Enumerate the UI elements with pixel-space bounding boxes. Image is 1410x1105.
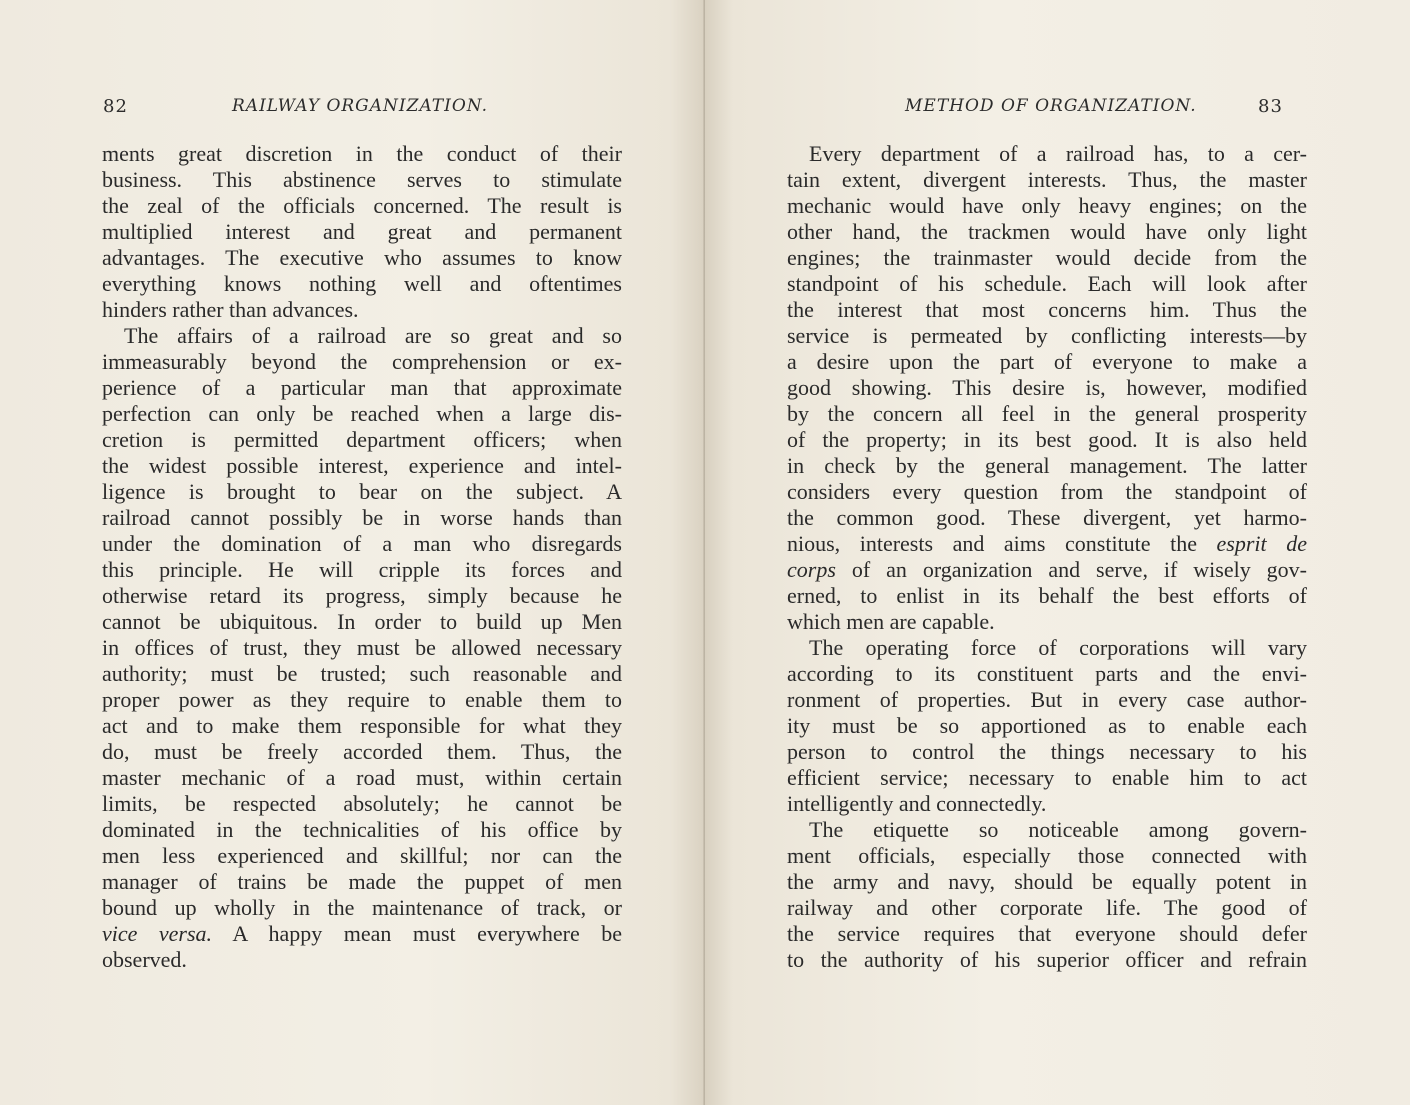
- text-line: a desire upon the part of everyone to make a: [787, 349, 1307, 374]
- text-line: perience of a particular man that approximate: [102, 375, 622, 400]
- italic-phrase: esprit de: [1216, 531, 1307, 556]
- page-number: 83: [1258, 96, 1283, 117]
- text-line: of the property; in its best good. It is also held: [787, 427, 1307, 452]
- text-line: do, must be freely accorded them. Thus, the: [102, 739, 622, 764]
- text-line: [787, 531, 1307, 557]
- text-line: to the authority of his superior officer and refrain: [787, 947, 1307, 972]
- paragraph-start: The etiquette so noticeable among govern-: [809, 817, 1307, 842]
- text-line: engines; the trainmaster would decide from the: [787, 245, 1307, 270]
- text-line: good showing. This desire is, however, modified: [787, 375, 1307, 400]
- text-line: immeasurably beyond the comprehension or ex-: [102, 349, 622, 374]
- text-line: cretion is permitted department officers; when: [102, 427, 622, 452]
- text-line: intelligently and connectedly.: [787, 791, 1047, 816]
- text-line: tain extent, divergent interests. Thus, the master: [787, 167, 1307, 192]
- text-line: multiplied interest and great and permanent: [102, 219, 622, 244]
- italic-phrase: corps: [787, 557, 836, 582]
- text-line: according to its constituent parts and the envi-: [787, 661, 1307, 686]
- right-page-body: [787, 141, 1307, 973]
- text-line: other hand, the trackmen would have only light: [787, 219, 1307, 244]
- paragraph-start: The affairs of a railroad are so great and so: [124, 323, 622, 348]
- text-line: men less experienced and skillful; nor can the: [102, 843, 622, 868]
- text-line: dominated in the technicalities of his office by: [102, 817, 622, 842]
- text-line: the service requires that everyone should defer: [787, 921, 1307, 946]
- paragraph-start: The operating force of corporations will vary: [809, 635, 1307, 660]
- text-line: mechanic would have only heavy engines; on the: [787, 193, 1307, 218]
- text-line: cannot be ubiquitous. In order to build up Men: [102, 609, 622, 634]
- running-head: METHOD OF ORGANIZATION.: [905, 96, 1197, 116]
- text-line: limits, be respected absolutely; he cannot be: [102, 791, 622, 816]
- text-line: by the concern all feel in the general prosperity: [787, 401, 1307, 426]
- text-line: ronment of properties. But in every case author-: [787, 687, 1307, 712]
- text-line: in check by the general management. The latter: [787, 453, 1307, 478]
- right-page: [705, 0, 1410, 1105]
- text-line: ligence is brought to bear on the subject. A: [102, 479, 622, 504]
- text-line: [102, 921, 622, 947]
- text-line: efficient service; necessary to enable him to act: [787, 765, 1307, 790]
- text-fragment: of an organization and serve, if wisely gov-: [835, 557, 1307, 582]
- text-line: ity must be so apportioned as to enable each: [787, 713, 1307, 738]
- text-line: considers every question from the standpoint of: [787, 479, 1307, 504]
- text-line: the army and navy, should be equally potent in: [787, 869, 1307, 894]
- page-number: 82: [103, 96, 128, 117]
- text-line: [787, 557, 1307, 583]
- italic-phrase: vice versa.: [102, 921, 213, 946]
- text-line: master mechanic of a road must, within certain: [102, 765, 622, 790]
- text-line: this principle. He will cripple its forces and: [102, 557, 622, 582]
- text-line: proper power as they require to enable them to: [102, 687, 622, 712]
- text-line: authority; must be trusted; such reasonable and: [102, 661, 622, 686]
- text-line: otherwise retard its progress, simply because he: [102, 583, 622, 608]
- text-line: under the domination of a man who disregards: [102, 531, 622, 556]
- text-line: the zeal of the officials concerned. The result is: [102, 193, 622, 218]
- left-page-body: [102, 141, 622, 973]
- text-line: standpoint of his schedule. Each will look after: [787, 271, 1307, 296]
- text-line: the interest that most concerns him. Thus the: [787, 297, 1307, 322]
- text-line: service is permeated by conflicting interests—by: [787, 323, 1307, 348]
- text-line: railroad cannot possibly be in worse hands than: [102, 505, 622, 530]
- text-line: railway and other corporate life. The good of: [787, 895, 1307, 920]
- text-line: ment officials, especially those connected with: [787, 843, 1307, 868]
- text-line: hinders rather than advances.: [102, 297, 359, 322]
- text-line: act and to make them responsible for what they: [102, 713, 622, 738]
- text-line: advantages. The executive who assumes to know: [102, 245, 622, 270]
- text-line: erned, to enlist in its behalf the best efforts of: [787, 583, 1307, 608]
- text-line: the common good. These divergent, yet harmo-: [787, 505, 1307, 530]
- text-line: observed.: [102, 947, 187, 972]
- text-line: in offices of trust, they must be allowed necessary: [102, 635, 622, 660]
- text-line: the widest possible interest, experience and intel-: [102, 453, 622, 478]
- text-line: manager of trains be made the puppet of men: [102, 869, 622, 894]
- paragraph-start: Every department of a railroad has, to a cer-: [809, 141, 1307, 166]
- text-line: bound up wholly in the maintenance of track, or: [102, 895, 622, 920]
- text-line: ments great discretion in the conduct of their: [102, 141, 622, 166]
- text-line: perfection can only be reached when a large dis-: [102, 401, 622, 426]
- text-line: person to control the things necessary to his: [787, 739, 1307, 764]
- text-fragment: nious, interests and aims constitute the: [787, 531, 1217, 556]
- text-fragment: A happy mean must everywhere be: [212, 921, 623, 946]
- text-line: business. This abstinence serves to stimulate: [102, 167, 622, 192]
- text-line: which men are capable.: [787, 609, 995, 634]
- text-line: everything knows nothing well and oftentimes: [102, 271, 622, 296]
- running-head: RAILWAY ORGANIZATION.: [232, 96, 488, 116]
